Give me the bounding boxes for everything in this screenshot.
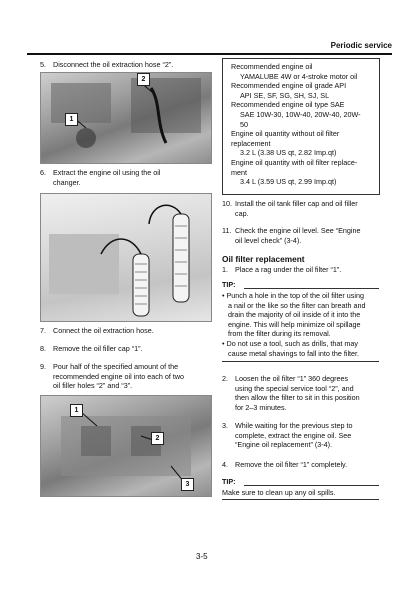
page-header-title: Periodic service [330,41,392,50]
specification-box [222,58,380,195]
spec-row: Recommended engine oil [231,62,313,71]
step-text-line: Loosen the oil filter “1” 360 degrees [235,374,349,383]
callout-1: 1 [65,113,78,126]
spec-row: Recommended engine oil grade API [231,81,347,91]
tip-line: cause metal shavings to fall into the filter. [228,348,360,358]
step-number: 6. [40,168,46,177]
spec-row: SAE 10W-30, 10W-40, 20W-40, 20W- [240,110,361,119]
spec-row: Recommended engine oil type SAE [231,100,345,110]
tip-line: engine. This will help minimize oil spillage [228,319,361,329]
callout-1: 1 [70,404,83,417]
tip-title: TIP: [222,280,236,289]
engine-photo-hose [40,72,212,164]
step-number: 11. [222,226,232,235]
step-number: 4. [222,460,228,469]
spec-row: Engine oil quantity without oil filter [231,129,340,139]
callout-2: 2 [137,73,150,86]
step-text: Connect the oil extraction hose. [53,326,154,335]
page-number: 3-5 [196,552,208,561]
spec-row: API SE, SF, SG, SH, SJ, SL [240,90,330,100]
step-text-line: recommended engine oil into each of two [53,371,185,381]
step-text-line: Install the oil tank filler cap and oil filler [235,199,358,208]
tip-end-rule [222,499,379,500]
step-number: 2. [222,374,228,383]
step-text-line: While waiting for the previous step to [235,421,353,430]
tip-line: from the filter during its removal. [228,329,331,339]
step-number: 5. [40,60,46,69]
tip-end-rule [222,361,379,362]
step-number: 10. [222,199,232,208]
step-text-line: using the special service tool “2”, and [235,383,354,393]
step-number: 3. [222,421,228,430]
step-text-line: for 2–3 minutes. [235,402,287,412]
header-rule [27,53,392,55]
step-text-line: Check the engine oil level. See “Engine [235,226,361,235]
tip-body [222,291,382,358]
step-text: Remove the oil filler cap “1”. [53,344,143,353]
step-text-line: “Engine oil replacement” (3-4). [235,440,333,450]
step-number: 8. [40,344,46,353]
step-text-line: complete, extract the engine oil. See [235,430,352,440]
step-text-line: Extract the engine oil using the oil [53,168,161,177]
spec-row: 50 [240,119,248,129]
callout-2: 2 [151,432,164,445]
section-title: Oil filter replacement [222,254,305,264]
step-text-line: changer. [53,177,81,187]
step-text-line: Pour half of the specified amount of the [53,362,179,371]
step-number: 9. [40,362,46,371]
spec-row: 3.4 L (3.59 US qt, 2.99 Imp.qt) [240,177,337,187]
spec-row: YAMALUBE 4W or 4-stroke motor oil [240,71,358,81]
spec-row: replacement [231,138,271,148]
spec-row: 3.2 L (3.38 US qt, 2.82 Imp.qt) [240,148,337,158]
oil-changer-photo [40,193,212,322]
oil-filler-holes-photo [40,395,212,497]
tip-line: • Punch a hole in the top of the oil filter using [222,291,364,300]
spec-row: Engine oil quantity with oil filter replace- [231,158,358,167]
step-number: 1. [222,265,228,274]
tip-rule [244,485,379,486]
tip-line: a nail or the like so the filter can breath and [228,300,366,310]
callout-3: 3 [181,478,194,491]
step-text: Remove the oil filter “1” completely. [235,460,348,469]
step-text-line: cap. [235,208,249,218]
tip-text: Make sure to clean up any oil spills. [222,488,336,497]
step-number: 7. [40,326,46,335]
step-text: Disconnect the oil extraction hose “2”. [53,60,174,69]
step-text-line: then allow the filter to sit in this position [235,393,360,403]
oil-changer-illustration [41,194,211,321]
step-text-line: oil filler holes “2” and “3”. [53,381,133,391]
step-text-line: oil level check” (3-4). [235,235,302,245]
tip-rule [244,288,379,289]
spec-row: ment [231,167,247,177]
tip-line: • Do not use a tool, such as drills, that may [222,338,358,348]
tip-line: drain the majority of oil inside of it into the [228,310,361,320]
step-text: Place a rag under the oil filter “1”. [235,265,342,274]
tip-title: TIP: [222,477,236,486]
